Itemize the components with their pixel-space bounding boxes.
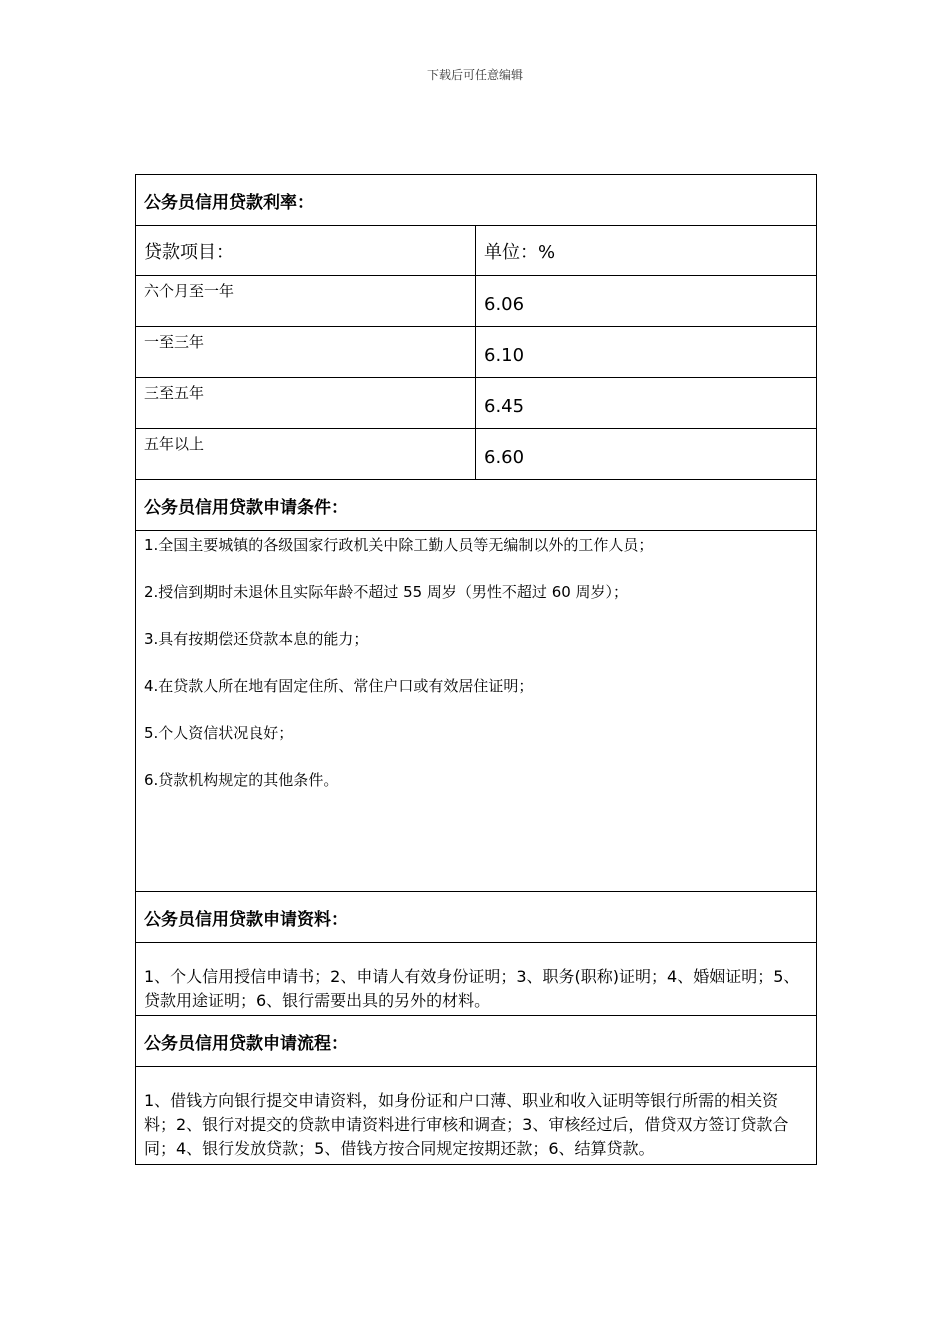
process-title-row bbox=[136, 1016, 817, 1067]
rate-term: 六个月至一年 bbox=[136, 276, 476, 327]
rate-value: 6.45 bbox=[476, 378, 817, 429]
rate-value: 6.10 bbox=[476, 327, 817, 378]
table-row bbox=[136, 378, 817, 429]
process-text: 1、借钱方向银行提交申请资料，如身份证和户口薄、职业和收入证明等银行所需的相关资料；2、银行对提交的贷款申请资料进行审核和调查；3、审核经过后，借贷双方签订贷款合同；4、银行发放贷款；5、借钱方按合同规定按期还款；6、结算贷款。 bbox=[136, 1067, 817, 1165]
materials-text: 1、个人信用授信申请书；2、申请人有效身份证明；3、职务(职称)证明；4、婚姻证明；5、贷款用途证明；6、银行需要出具的另外的材料。 bbox=[136, 943, 817, 1016]
list-item: 2.授信到期时未退休且实际年龄不超过 55 周岁（男性不超过 60 周岁）； bbox=[144, 583, 629, 601]
conditions-body-row bbox=[136, 531, 817, 892]
conditions-section-title: 公务员信用贷款申请条件： bbox=[136, 480, 817, 531]
rates-col-unit: 单位：% bbox=[476, 226, 817, 276]
conditions-title-row bbox=[136, 480, 817, 531]
table-row bbox=[136, 276, 817, 327]
rate-value: 6.06 bbox=[476, 276, 817, 327]
process-body-row bbox=[136, 1067, 817, 1165]
loan-info-table bbox=[135, 174, 817, 1165]
rate-value: 6.60 bbox=[476, 429, 817, 480]
rates-section-title: 公务员信用贷款利率： bbox=[136, 175, 817, 226]
rate-term: 三至五年 bbox=[136, 378, 476, 429]
table-row bbox=[136, 327, 817, 378]
page-header: 下载后可任意编辑 bbox=[426, 68, 523, 82]
rates-header-row bbox=[136, 226, 817, 276]
rates-title-row bbox=[136, 175, 817, 226]
list-item: 1.全国主要城镇的各级国家行政机关中除工勤人员等无编制以外的工作人员； bbox=[144, 536, 654, 554]
materials-section-title: 公务员信用贷款申请资料： bbox=[136, 892, 817, 943]
conditions-list bbox=[136, 531, 817, 892]
list-item: 5.个人资信状况良好； bbox=[144, 724, 294, 742]
rate-term: 一至三年 bbox=[136, 327, 476, 378]
rate-term: 五年以上 bbox=[136, 429, 476, 480]
materials-body-row bbox=[136, 943, 817, 1016]
list-item: 3.具有按期偿还贷款本息的能力； bbox=[144, 630, 369, 648]
list-item: 6.贷款机构规定的其他条件。 bbox=[144, 771, 339, 789]
materials-title-row bbox=[136, 892, 817, 943]
rates-col-item: 贷款项目： bbox=[136, 226, 476, 276]
table-row bbox=[136, 429, 817, 480]
process-section-title: 公务员信用贷款申请流程： bbox=[136, 1016, 817, 1067]
list-item: 4.在贷款人所在地有固定住所、常住户口或有效居住证明； bbox=[144, 677, 534, 695]
